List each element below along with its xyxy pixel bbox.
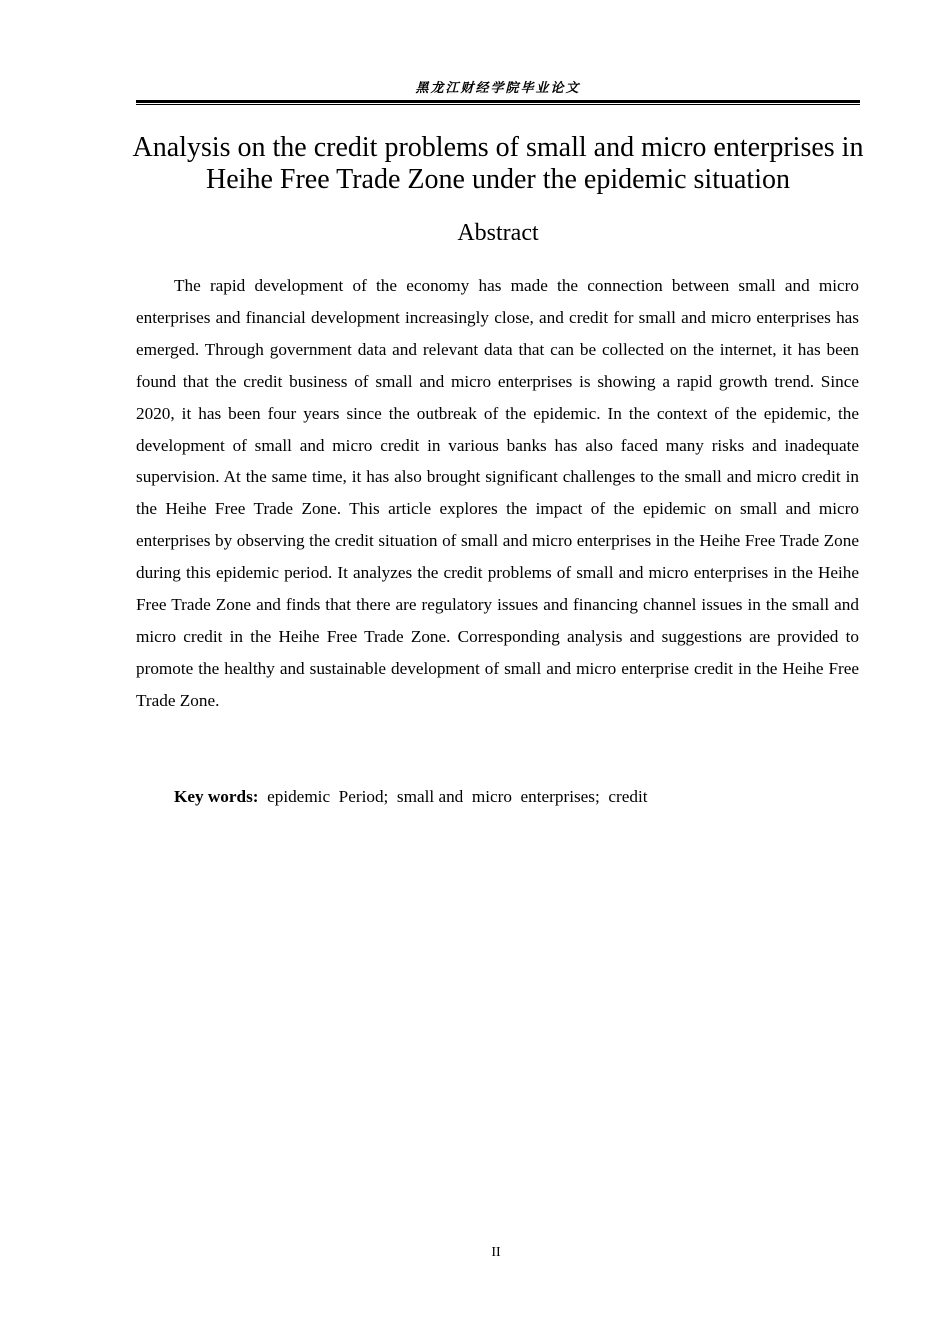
keywords-text: epidemic Period; small and micro enterprises; credit: [258, 787, 648, 806]
abstract-heading: Abstract: [457, 220, 539, 246]
page-number: II: [491, 1245, 501, 1260]
keywords-line: [174, 784, 860, 810]
keywords-label: Key words:: [174, 787, 259, 806]
header-rule-thick: [136, 100, 860, 103]
header-rule-thin: [136, 104, 860, 105]
running-header: 黑龙江财经学院毕业论文: [415, 81, 581, 96]
abstract-body: The rapid development of the economy has made the connection between small and micro enterprises and financial development increasingly close, and credit for small and micro enterprises has emerged. Through government data and relevant data that can be collected on the internet, it has been found that the credit business of small and micro enterprises is showing a rapid growth trend. Since 2020, it has been four years since the outbreak of the epidemic. In the context of the epidemic, the development of small and micro credit in various banks has also faced many risks and inadequate supervision. At the same time, it has also brought significant challenges to the small and micro credit in the Heihe Free Trade Zone. This article explores the impact of the epidemic on small and micro enterprises by observing the credit situation of small and micro enterprises in the Heihe Free Trade Zone during this epidemic period. It analyzes the credit problems of small and micro enterprises in the Heihe Free Trade Zone and finds that there are regulatory issues and financing channel issues in the small and micro credit in the Heihe Free Trade Zone. Corresponding analysis and suggestions are provided to promote the healthy and sustainable development of small and micro enterprise credit in the Heihe Free Trade Zone.: [136, 276, 859, 710]
paper-title: Analysis on the credit problems of small and micro enterprises in Heihe Free Trade Zone under the epidemic situation: [132, 132, 864, 195]
